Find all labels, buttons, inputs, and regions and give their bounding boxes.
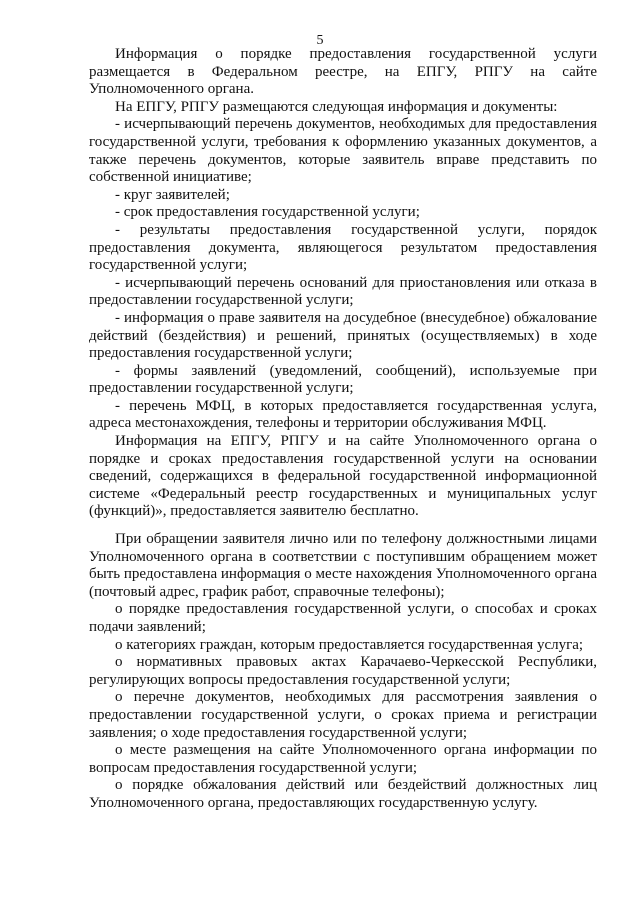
list-item: - результаты предоставления государственной услуги, порядок предоставления документа, являющегося результатом предоставления государственной услуги;: [89, 221, 597, 274]
paragraph: При обращении заявителя лично или по телефону должностными лицами Уполномоченного органа в соответствии с поступившим обращением может быть предоставлена информация о месте нахождения Уполномоченного органа (почтовый адрес, график работ, справочные телефоны);: [89, 531, 597, 600]
list-item: о порядке обжалования действий или бездействий должностных лиц Уполномоченного органа, предоставляющих государственную услугу.: [89, 777, 597, 811]
list-item: - перечень МФЦ, в которых предоставляется государственная услуга, адреса местонахождения, телефоны и территории обслуживания МФЦ.: [89, 397, 597, 432]
paragraph: На ЕПГУ, РПГУ размещаются следующая информация и документы:: [115, 98, 558, 115]
paragraph: Информация на ЕПГУ, РПГУ и на сайте Уполномоченного органа о порядке и сроках предоставления государственной услуги на основании сведений, содержащихся в федеральной государственной информационной системе «Федеральный реестр государственных и муниципальных услуг (функций)», предоставляется заявителю бесплатно.: [89, 433, 597, 520]
list-item: о порядке предоставления государственной услуги, о способах и сроках подачи заявлений;: [89, 601, 597, 635]
list-item: о нормативных правовых актах Карачаево-Черкесской Республики, регулирующих вопросы предоставления государственной услуги;: [89, 654, 597, 688]
list-item: - круг заявителей;: [115, 186, 230, 203]
paragraph: Информация о порядке предоставления государственной услуги размещается в Федеральном реестре, на ЕПГУ, РПГУ на сайте Уполномоченного органа.: [89, 46, 597, 98]
document-body: [89, 46, 597, 813]
list-item: - исчерпывающий перечень документов, необходимых для предоставления государственной услуги, требования к оформлению указанных документов, а также перечень документов, которые заявитель вправе представить по собственной инициативе;: [89, 116, 597, 186]
list-item: о категориях граждан, которым предоставляется государственная услуга;: [115, 636, 584, 653]
list-item: - исчерпывающий перечень оснований для приостановления или отказа в предоставлении государственной услуги;: [89, 274, 597, 309]
list-item: о перечне документов, необходимых для рассмотрения заявления о предоставлении государственной услуги, о сроках приема и регистрации заявления; о ходе предоставления государственной услуги;: [89, 689, 597, 741]
list-item: - срок предоставления государственной услуги;: [115, 204, 420, 221]
list-item: - информация о праве заявителя на досудебное (внесудебное) обжалование действий (бездействия) и решений, принятых (осуществляемых) в ходе предоставления государственной услуги;: [89, 309, 597, 362]
list-item: - формы заявлений (уведомлений, сообщений), используемые при предоставлении государственной услуги;: [89, 362, 597, 397]
page-number: 5: [316, 33, 324, 48]
list-item: о месте размещения на сайте Уполномоченного органа информации по вопросам предоставления государственной услуги;: [89, 742, 597, 776]
